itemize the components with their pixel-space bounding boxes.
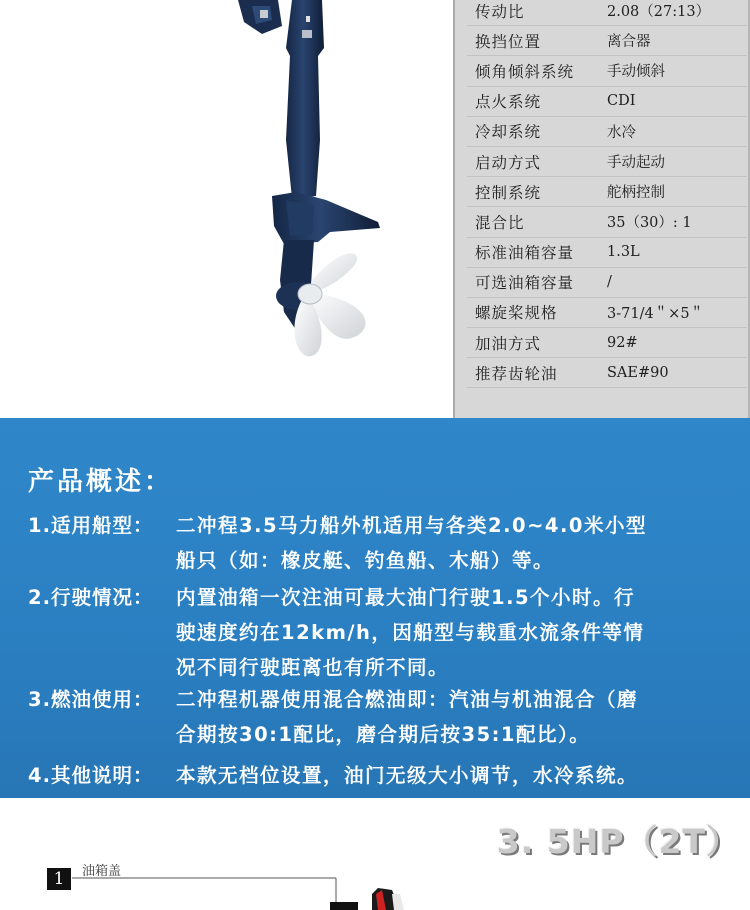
spec-value: / (607, 274, 612, 291)
overview-item-text: 本款无档位设置，油门无级大小调节，水冷系统。 (176, 764, 639, 787)
spec-row (467, 0, 747, 26)
spec-row (467, 207, 747, 237)
spec-label: 冷却系统 (475, 123, 542, 142)
spec-row (467, 238, 747, 268)
spec-label: 点火系统 (475, 93, 542, 112)
spec-value: 离合器 (607, 34, 651, 51)
spec-row (467, 56, 747, 86)
overview-item-text: 二冲程3.5马力船外机适用与各类2.0~4.0米小型 (176, 514, 647, 537)
part-label-fuel-cap: 油箱盖 (82, 864, 122, 879)
spec-label: 加油方式 (475, 334, 542, 353)
overview-item-label: 3.燃油使用： (28, 688, 154, 711)
spec-row (467, 298, 747, 328)
spec-row (467, 177, 747, 207)
spec-label: 控制系统 (475, 183, 542, 202)
overview-title: 产品概述： (28, 467, 174, 497)
spec-label: 标准油箱容量 (475, 244, 575, 263)
spec-value: CDI (607, 93, 636, 110)
outboard-motor-image (200, 0, 460, 418)
spec-label: 倾角倾斜系统 (475, 62, 575, 81)
spec-value: 92# (607, 334, 638, 351)
product-top-section (0, 0, 750, 418)
spec-value: 舵柄控制 (607, 185, 665, 202)
overview-item-text: 船只（如：橡皮艇、钓鱼船、木船）等。 (176, 549, 555, 572)
spec-row (467, 117, 747, 147)
spec-label: 可选油箱容量 (475, 274, 575, 293)
spec-rows (467, 0, 747, 388)
overview-item-text: 二冲程机器使用混合燃油即：汽油与机油混合（磨 (176, 688, 639, 711)
model-badge: 3. 5HP（2T） (496, 822, 740, 861)
spec-value: 1.3L (607, 244, 640, 261)
spec-row (467, 26, 747, 56)
spec-value: 水冷 (607, 124, 636, 141)
spec-row (467, 147, 747, 177)
overview-item-text: 况不同行驶距离也有所不同。 (176, 656, 450, 679)
part-number-marker: 1 (47, 868, 71, 890)
overview-item-text: 内置油箱一次注油可最大油门行驶1.5个小时。行 (176, 586, 636, 609)
spec-label: 螺旋桨规格 (475, 304, 558, 323)
spec-value: SAE#90 (607, 364, 669, 381)
spec-value: 手动倾斜 (607, 64, 665, 81)
spec-label: 换挡位置 (475, 32, 542, 51)
overview-item-text: 合期按30:1配比，磨合期后按35:1配比）。 (176, 723, 591, 746)
spec-label: 混合比 (475, 213, 525, 232)
spec-table (453, 0, 750, 418)
parts-diagram-section (0, 798, 750, 910)
spec-value: 2.08（27:13） (607, 4, 711, 21)
spec-label: 推荐齿轮油 (475, 364, 558, 383)
spec-value: 手动起动 (607, 155, 665, 172)
overview-item-label: 2.行驶情况： (28, 586, 154, 609)
product-overview (0, 418, 750, 798)
spec-row (467, 268, 747, 298)
spec-label: 启动方式 (475, 153, 542, 172)
overview-item-label: 4.其他说明： (28, 764, 154, 787)
spec-value: 3-71/4＂×5＂ (607, 305, 705, 322)
spec-row (467, 358, 747, 388)
overview-item-label: 1.适用船型： (28, 514, 154, 537)
spec-label: 传动比 (475, 2, 525, 21)
overview-item-text: 驶速度约在12km/h，因船型与载重水流条件等情 (176, 621, 645, 644)
spec-row (467, 87, 747, 117)
spec-value: 35（30）: 1 (607, 215, 692, 232)
spec-row (467, 328, 747, 358)
